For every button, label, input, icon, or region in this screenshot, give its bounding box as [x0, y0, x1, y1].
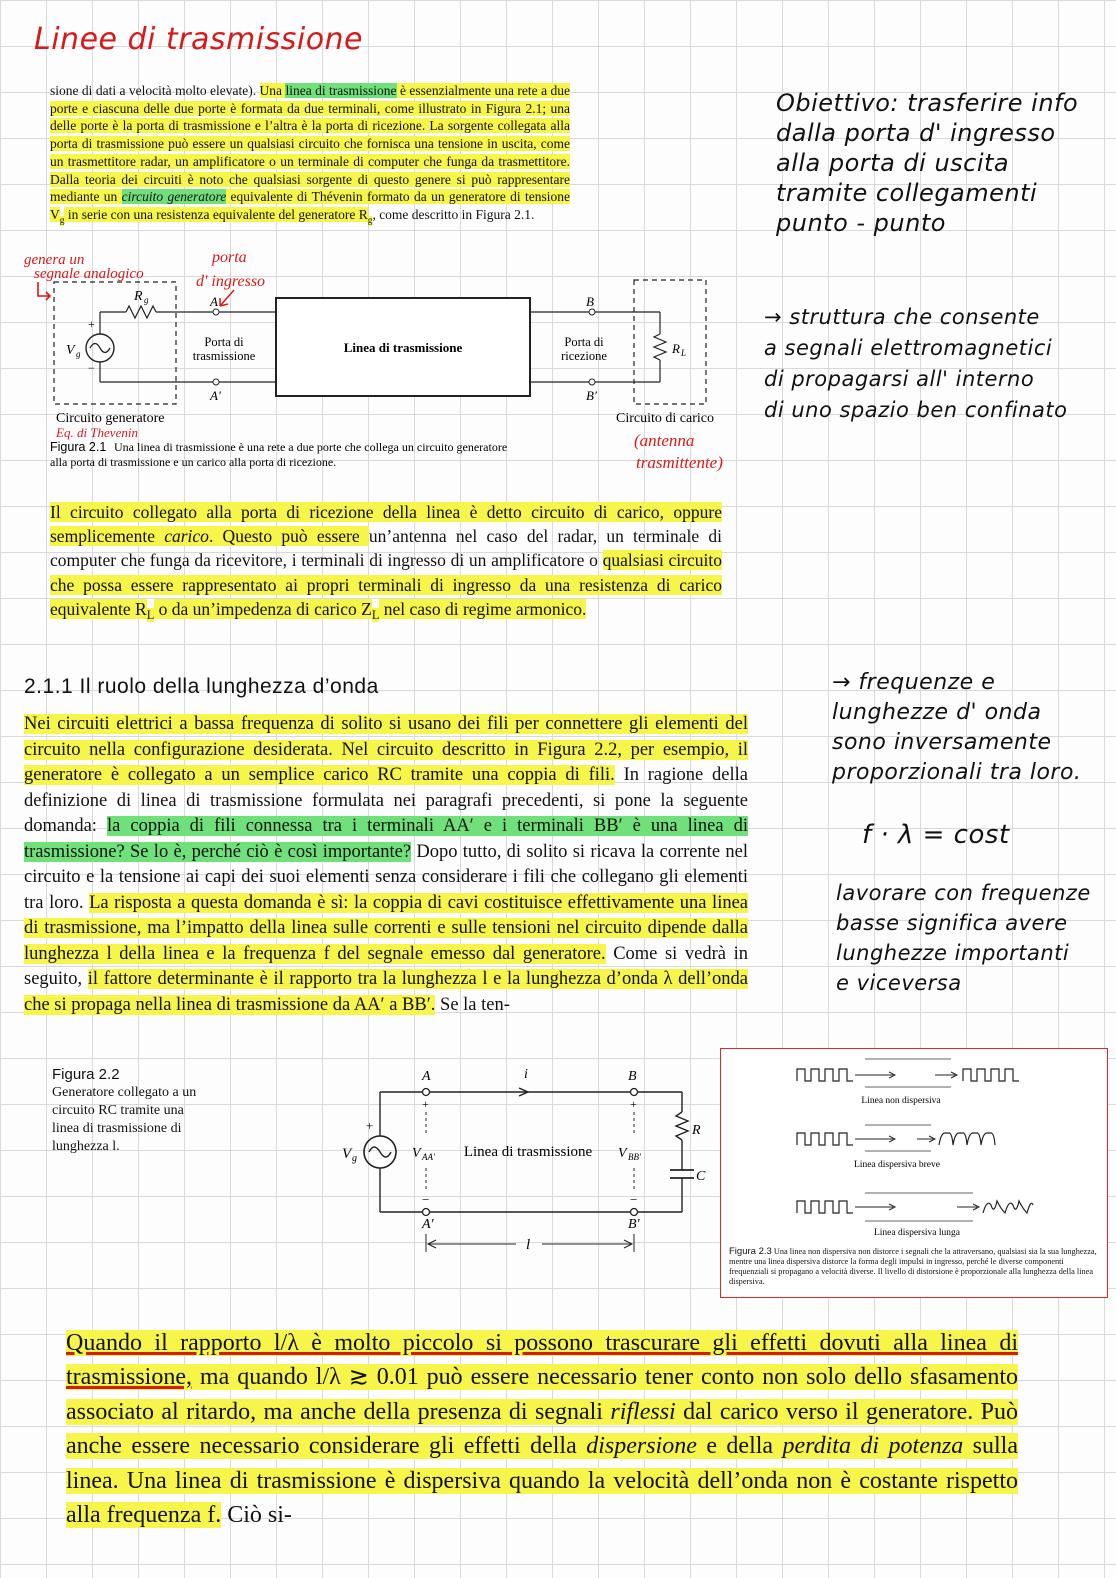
note-line: di propagarsi all' interno [764, 367, 1035, 391]
svg-text:ricezione [561, 349, 607, 363]
figure-2-2-caption-line: Generatore collegato a un [52, 1085, 197, 1100]
text-segment: riflessi [610, 1398, 676, 1425]
label-generator-circuit: Circuito generatore [56, 411, 165, 426]
pulse-output-1 [963, 1069, 1019, 1081]
text-segment: Quando il rapporto l/λ è molto piccolo si possono trascurare gli effetti dovuti alla linea di trasmissione, [66, 1330, 1018, 1391]
figure-2-1-caption-label: Figura 2.1 [50, 440, 107, 454]
label-a: A [422, 1069, 431, 1084]
figure-2-1 [20, 248, 760, 476]
figure-2-2-caption-line: linea di trasmissione di [52, 1121, 182, 1136]
note-line: basse significa avere [836, 911, 1068, 935]
note-low-frequency [836, 878, 1108, 998]
svg-text:g: g [76, 349, 81, 359]
label-row-1: Linea non dispersiva [861, 1096, 941, 1106]
note-line: tramite collegamenti [776, 179, 1038, 207]
text-segment: Se la ten- [435, 994, 510, 1015]
paragraph-wavelength [24, 712, 748, 1018]
label-vg: V [342, 1146, 352, 1162]
note-line: di uno spazio ben confinato [764, 398, 1068, 422]
label-porta-rx-1: Porta di [564, 335, 604, 349]
figure-2-3-diagram [721, 1049, 1107, 1239]
note-line: dalla porta d' ingresso [776, 119, 1056, 147]
svg-text:+: + [422, 1097, 429, 1111]
figure-2-3-caption [729, 1247, 1103, 1287]
figure-2-2-caption-line: lunghezza l. [52, 1139, 120, 1154]
annotation-antenna-2: trasmittente) [636, 453, 723, 472]
svg-text:g: g [352, 1153, 357, 1164]
text-segment: , come descritto in Figura 2.1. [372, 206, 535, 222]
figure-2-3-caption-line: diverse componenti frequenziali si propagano a velocità diverse. Il livello di distorsione è [729, 1257, 1064, 1276]
text-segment: e della [696, 1433, 783, 1460]
text-segment: è essenzialmente una rete a due porte e ciascuna delle due porte è formata da due terminali, come illustrato in Figura 2.1; una delle porte è la porta di trasmissione e l’altra è la porta di ricezione. La sorgente collegata alla porta di trasmissione può essere un qualsiasi circuito che fornisca una tensione in uscita, come un trasmettitore radar, un amplificatore o un terminale di computer che funga da trasmettitore. Dalla teoria dei circuiti è noto che qualsiasi sorgente di questo genere si può rappresentare mediante un [50, 83, 570, 205]
label-porta-tx-2: trasmissione [192, 349, 256, 363]
figure-2-3-box [720, 1048, 1108, 1298]
svg-text:−: − [422, 1192, 430, 1207]
text-segment: . Questo può essere [208, 526, 369, 547]
label-current: i [524, 1067, 528, 1082]
text-segment: il fattore determinante è il rapporto tra la lunghezza l e la lunghezza d’onda λ dell’onda che si propaga nella linea di trasmissione da AA′ a BB′. [24, 969, 748, 1015]
paragraph-intro [50, 82, 570, 230]
text-segment: nel caso di regime armonico. [379, 598, 587, 619]
label-rg: R [134, 289, 143, 304]
note-line: → struttura che consente [764, 305, 1040, 329]
note-formula: f · λ = cost [862, 820, 1010, 850]
text-segment: L [371, 608, 380, 623]
note-line: punto - punto [776, 209, 946, 237]
note-line: proporzionali tra loro. [832, 760, 1082, 785]
figure-2-1-caption-line1: Una linea di trasmissione è una rete a due porte che collega un circuito generatore [114, 440, 508, 454]
label-row-2: Linea dispersiva breve [854, 1160, 940, 1170]
text-segment: equivalente di Thévenin formato da un generatore di tensione V [50, 189, 570, 222]
pulse-output-3 [983, 1201, 1033, 1213]
text-segment: linea di trasmissione [285, 83, 397, 98]
note-line: a segnali elettromagnetici [764, 336, 1053, 360]
annotation-antenna-1: (antenna [634, 431, 695, 450]
figure-2-2 [336, 1062, 716, 1262]
svg-text:g: g [144, 295, 149, 305]
note-line: alla porta di uscita [776, 149, 1010, 177]
svg-text:−: − [630, 1192, 638, 1207]
annotation-thevenin: Eq. di Thevenin [56, 425, 138, 440]
svg-text:+: + [630, 1097, 637, 1111]
figure-2-2-caption [52, 1066, 212, 1156]
svg-text:L: L [681, 348, 687, 358]
text-segment: in serie con una resistenza equivalente del generatore R [64, 206, 368, 222]
label-line: Linea di trasmissione [343, 340, 463, 355]
label-line: Linea di trasmissione [463, 1144, 593, 1160]
annotation-genera-2: segnale analogico [34, 266, 144, 282]
label-porta-tx-1: Porta di [204, 335, 244, 349]
pulse-input-1 [797, 1069, 853, 1081]
text-segment: circuito generatore [121, 189, 227, 205]
text-segment: Una [259, 83, 286, 98]
label-load-circuit: Circuito di carico [616, 411, 714, 426]
figure-2-1-caption-line2: alla porta di trasmissione e un carico alla porta di ricezione. [50, 455, 337, 469]
text-segment: sione di dati a velocità molto elevate). [50, 83, 260, 98]
text-segment: perdita di potenza [782, 1433, 964, 1460]
label-vbb: V [618, 1146, 627, 1161]
pulse-input-3 [797, 1201, 853, 1213]
svg-text:Porta di [564, 335, 604, 349]
text-segment: carico [164, 526, 209, 547]
paragraph-ratio [66, 1326, 1018, 1532]
note-line: → frequenze e [832, 670, 996, 695]
label-length: l [526, 1237, 531, 1253]
label-porta-rx-2: ricezione [561, 349, 607, 363]
label-b-prime: B' [628, 1217, 640, 1232]
text-segment: Nei circuiti elettrici a bassa frequenza di solito si usano dei fili per connettere gli elementi del circuito nella configurazione desiderata. Nel circuito descritto in Figura 2.2, per esempio, il generatore è collegato a un semplice carico RC tramite una coppia di fili. [24, 714, 748, 785]
section-title: 2.1.1 Il ruolo della lunghezza d’onda [24, 675, 379, 698]
label-row-3: Linea dispersiva lunga [873, 1228, 961, 1238]
text-segment: Come si vedrà in seguito, [24, 943, 748, 989]
svg-text:+: + [88, 317, 95, 331]
figure-2-2-caption-label: Figura 2.2 [52, 1066, 120, 1083]
text-segment: Il circuito collegato alla porta di ricezione della linea è detto circuito di carico, oppure semplicemente [50, 502, 722, 547]
text-segment: dal carico verso il generatore. Può anche essere necessario considerare gli effetti della [66, 1398, 1018, 1460]
resistor-rg [126, 306, 156, 318]
note-structure [764, 302, 1110, 426]
note-line: e viceversa [836, 971, 962, 995]
load-box [634, 280, 706, 404]
text-segment: In ragione della definizione di linea di trasmissione formulata nei paragrafi precedenti, si pone la seguente domanda: [24, 765, 748, 836]
annotation-porta-1: porta [212, 249, 247, 266]
page-title: Linee di trasmissione [34, 22, 364, 57]
label-a-prime: A' [422, 1217, 434, 1232]
label-rl: R [672, 341, 680, 356]
note-line: lunghezze d' onda [832, 700, 1042, 725]
text-segment: La risposta a questa domanda è sì: la coppia di cavi costituisce effettivamente una linea di trasmissione, ma l’impatto della linea sulle correnti e sulle tensioni nel circuito dipende dalla lunghezza l della linea e la frequenza f del segnale emesso dal generatore. [24, 892, 749, 964]
label-b: B [586, 294, 594, 309]
text-segment: sulla linea. Una linea di trasmissione è dispersiva quando la velocità dell’onda non è costante rispetto alla frequenza f. [66, 1433, 1019, 1529]
note-line: sono inversamente [832, 730, 1052, 755]
text-segment: o da un’impedenza di carico Z [154, 598, 372, 619]
text-segment: Ciò si- [221, 1502, 292, 1529]
label-vaa: V [412, 1146, 421, 1161]
note-objective [776, 88, 1106, 238]
pulse-input-2 [797, 1133, 853, 1145]
annotation-genera-1: genera un [24, 252, 85, 268]
resistor-rl [654, 334, 666, 360]
text-segment: L [146, 608, 155, 623]
text-segment: un’antenna nel caso del radar, un terminale di computer che funga da ricevitore, i terminali di ingresso di un amplificatore o [50, 526, 722, 571]
resistor-r [676, 1112, 688, 1140]
svg-text:+: + [366, 1118, 374, 1133]
text-segment: la coppia di fili connessa tra i terminali AA′ e i terminali BB′ è una linea di trasmissione? Se lo è, perché ciò è così importante? [24, 816, 748, 862]
figure-2-2-caption-line: circuito RC tramite una [52, 1103, 184, 1118]
pulse-output-2 [939, 1133, 995, 1145]
svg-text:BB': BB' [628, 1152, 641, 1162]
figure-2-3-caption-label: Figura 2.3 [729, 1246, 772, 1257]
label-a: A [210, 294, 218, 309]
text-segment: ma quando l/λ ≳ 0.01 può essere necessario tener conto non solo dello sfasamento associato al ritardo, ma anche della presenza di segnali [66, 1364, 1018, 1425]
arrow-annotation [38, 282, 50, 300]
figure-2-3-caption-line: proporzionale alla lunghezza della linea dispersiva. [729, 1267, 1094, 1286]
figure-2-3-caption-line: sua lunghezza, mentre una linea dispersiva distorce la forma degli impulsi in ingresso, perché le [729, 1247, 1097, 1266]
label-b: B [628, 1069, 637, 1084]
svg-text:−: − [88, 361, 95, 375]
text-segment: Dopo tutto, di solito si ricava la corrente nel circuito e la tensione ai capi dei suoi elementi senza considerare i fili che collegano gli elementi tra loro. [24, 841, 748, 913]
svg-text:AA': AA' [422, 1152, 435, 1162]
label-a-prime: A' [210, 388, 221, 403]
text-segment: g [367, 215, 373, 226]
label-b-prime: B' [586, 388, 597, 403]
note-line: Obiettivo: trasferire info [776, 89, 1079, 117]
annotation-porta-2: d' ingresso [196, 273, 266, 290]
text-segment: dispersione [586, 1433, 697, 1460]
label-vg: V [66, 343, 75, 358]
text-segment: qualsiasi circuito che possa essere rappresentato ai propri terminali di ingresso da una resistenza di carico equivalente R [50, 550, 722, 619]
arrow-porta [220, 290, 234, 306]
text-segment: g [59, 215, 65, 226]
paragraph-load [50, 500, 722, 628]
note-line: lavorare con frequenze [836, 881, 1091, 905]
label-c: C [696, 1169, 706, 1184]
figure-2-3-caption-line: Una linea non dispersiva non distorce i segnali che la attraversano, qualsiasi sia la [773, 1247, 1046, 1256]
label-r: R [692, 1123, 701, 1138]
note-frequency [832, 668, 1102, 788]
note-line: lunghezze importanti [836, 941, 1070, 965]
